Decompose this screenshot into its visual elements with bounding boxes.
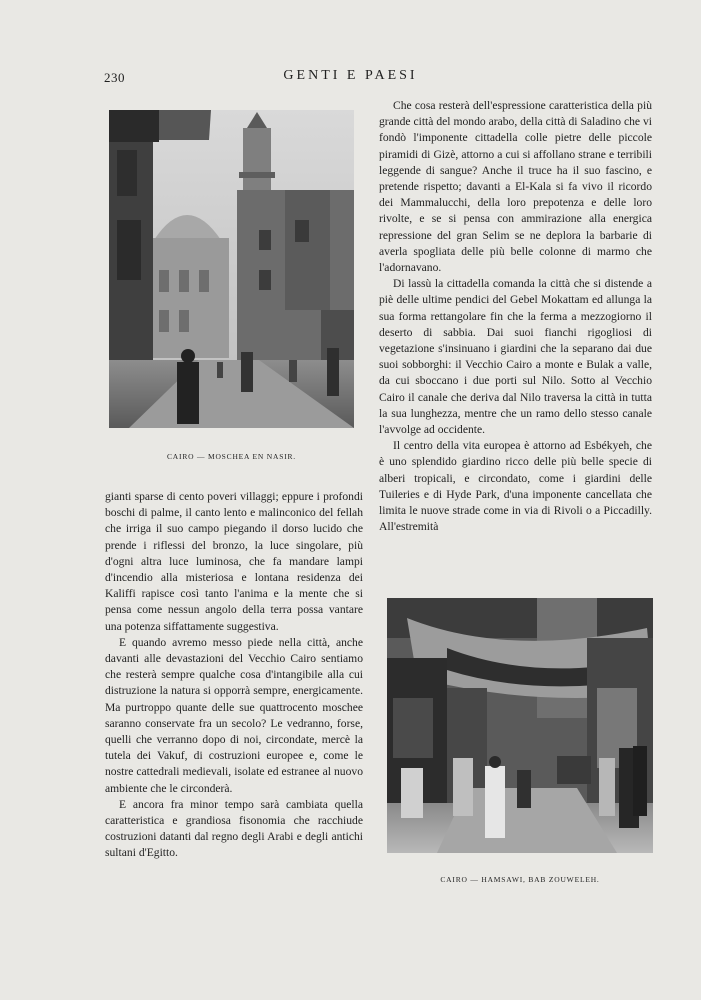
paragraph: gianti sparse di cento poveri villaggi; eppure i profondi boschi di palme, il canto lento e malinconico del fellah che irriga il suo campo piegando il dorso lucido che prende i riflessi del bronzo, la luce singolare, più d'ogni altra luce luminosa, che fa mandare lampi d'incendio alla misteriosa e lontana residenza dei Kaliffi rapisce così tanto l'anima e la mente che si pensa come nessun angolo della terra possa vantare una potenza siffattamente suggestiva. (105, 490, 363, 633)
mosque-caption: CAIRO — MOSCHEA EN NASIR. (167, 452, 296, 461)
paragraph: Il centro della vita europea è attorno ad Esbékyeh, che è uno splendido giardino ricco delle più belle specie di alberi tropicali, e circondato, come i giardini delle Tuileries e di Hyde Park, d'una imponente cancellata che limita le nuove strade come in via di Rivoli o a Piccadilly. All'estremità (379, 439, 652, 534)
paragraph: E ancora fra minor tempo sarà cambiata quella caratteristica e grandiosa fisonomia che racchiude costruzioni datanti dal regno degli Arabi e degli antichi sultani d'Egitto. (105, 797, 363, 860)
right-column-text (379, 98, 652, 535)
market-caption: CAIRO — HAMSAWI, BAB ZOUWELEH. (440, 875, 600, 884)
paragraph: E quando avremo messo piede nella città, anche davanti alle devastazioni del Vecchio Cairo sentiamo che resterà sempre qualche cosa d'intangibile alla cui distruzione la natura si opporrà sempre, energicamente. Ma purtroppo quante delle sue quattrocento moschee saranno conservate fra un secolo? Le vedranno, forse, quelli che verranno dopo di noi, circondate, mercè la tutela dei Vakuf, di costruzioni europee e, come le nostre cattedrali medievali, isolate ed estranee al nuovo ambiente che le circonderà. (105, 635, 363, 795)
running-title: GENTI E PAESI (283, 68, 418, 83)
paragraph: Che cosa resterà dell'espressione caratteristica della più grande città del mondo arabo, della città di Saladino che vi fondò l'imponente cittadella colle pietre delle piccole piramidi di Gizè, attorno a cui si affollano strane e terribili leggende di sangue? Anche il truce ha il suo fascino, e pretende rispetto; davanti a El-Kala si fa vivo il ricordo dei Mammalucchi, della loro prepotenza e delle loro rivolte, e se si pensa con ammirazione alla energica repressione del gran Selim se ne deplora la barbarie di averla spogliata delle più belle colonne di marmo che l'adornavano. (379, 99, 652, 275)
page-number: 230 (104, 70, 125, 85)
left-column-text (105, 489, 363, 862)
market-photo (387, 598, 653, 853)
paragraph: Di lassù la cittadella comanda la città che si distende a piè delle ultime pendici del Gebel Mokattam ed allunga la sua forma rettangolare fin che la ferma a mezzogiorno il deserto di sabbia. Dai suoi fianchi rigogliosi di vegetazione s'insinuano i giardini che la separano dai due suoi sobborghi: il Vecchio Cairo a monte e Bulak a valle, da cui sboccano i due porti sul Nilo. Sotto al Vecchio Cairo il canale che deriva dal Nilo traversa la città in tutta la sua lunghezza, mentre che un ramo dello stesso canale l'avvolge ad occidente. (379, 277, 652, 437)
mosque-photo (109, 110, 354, 428)
